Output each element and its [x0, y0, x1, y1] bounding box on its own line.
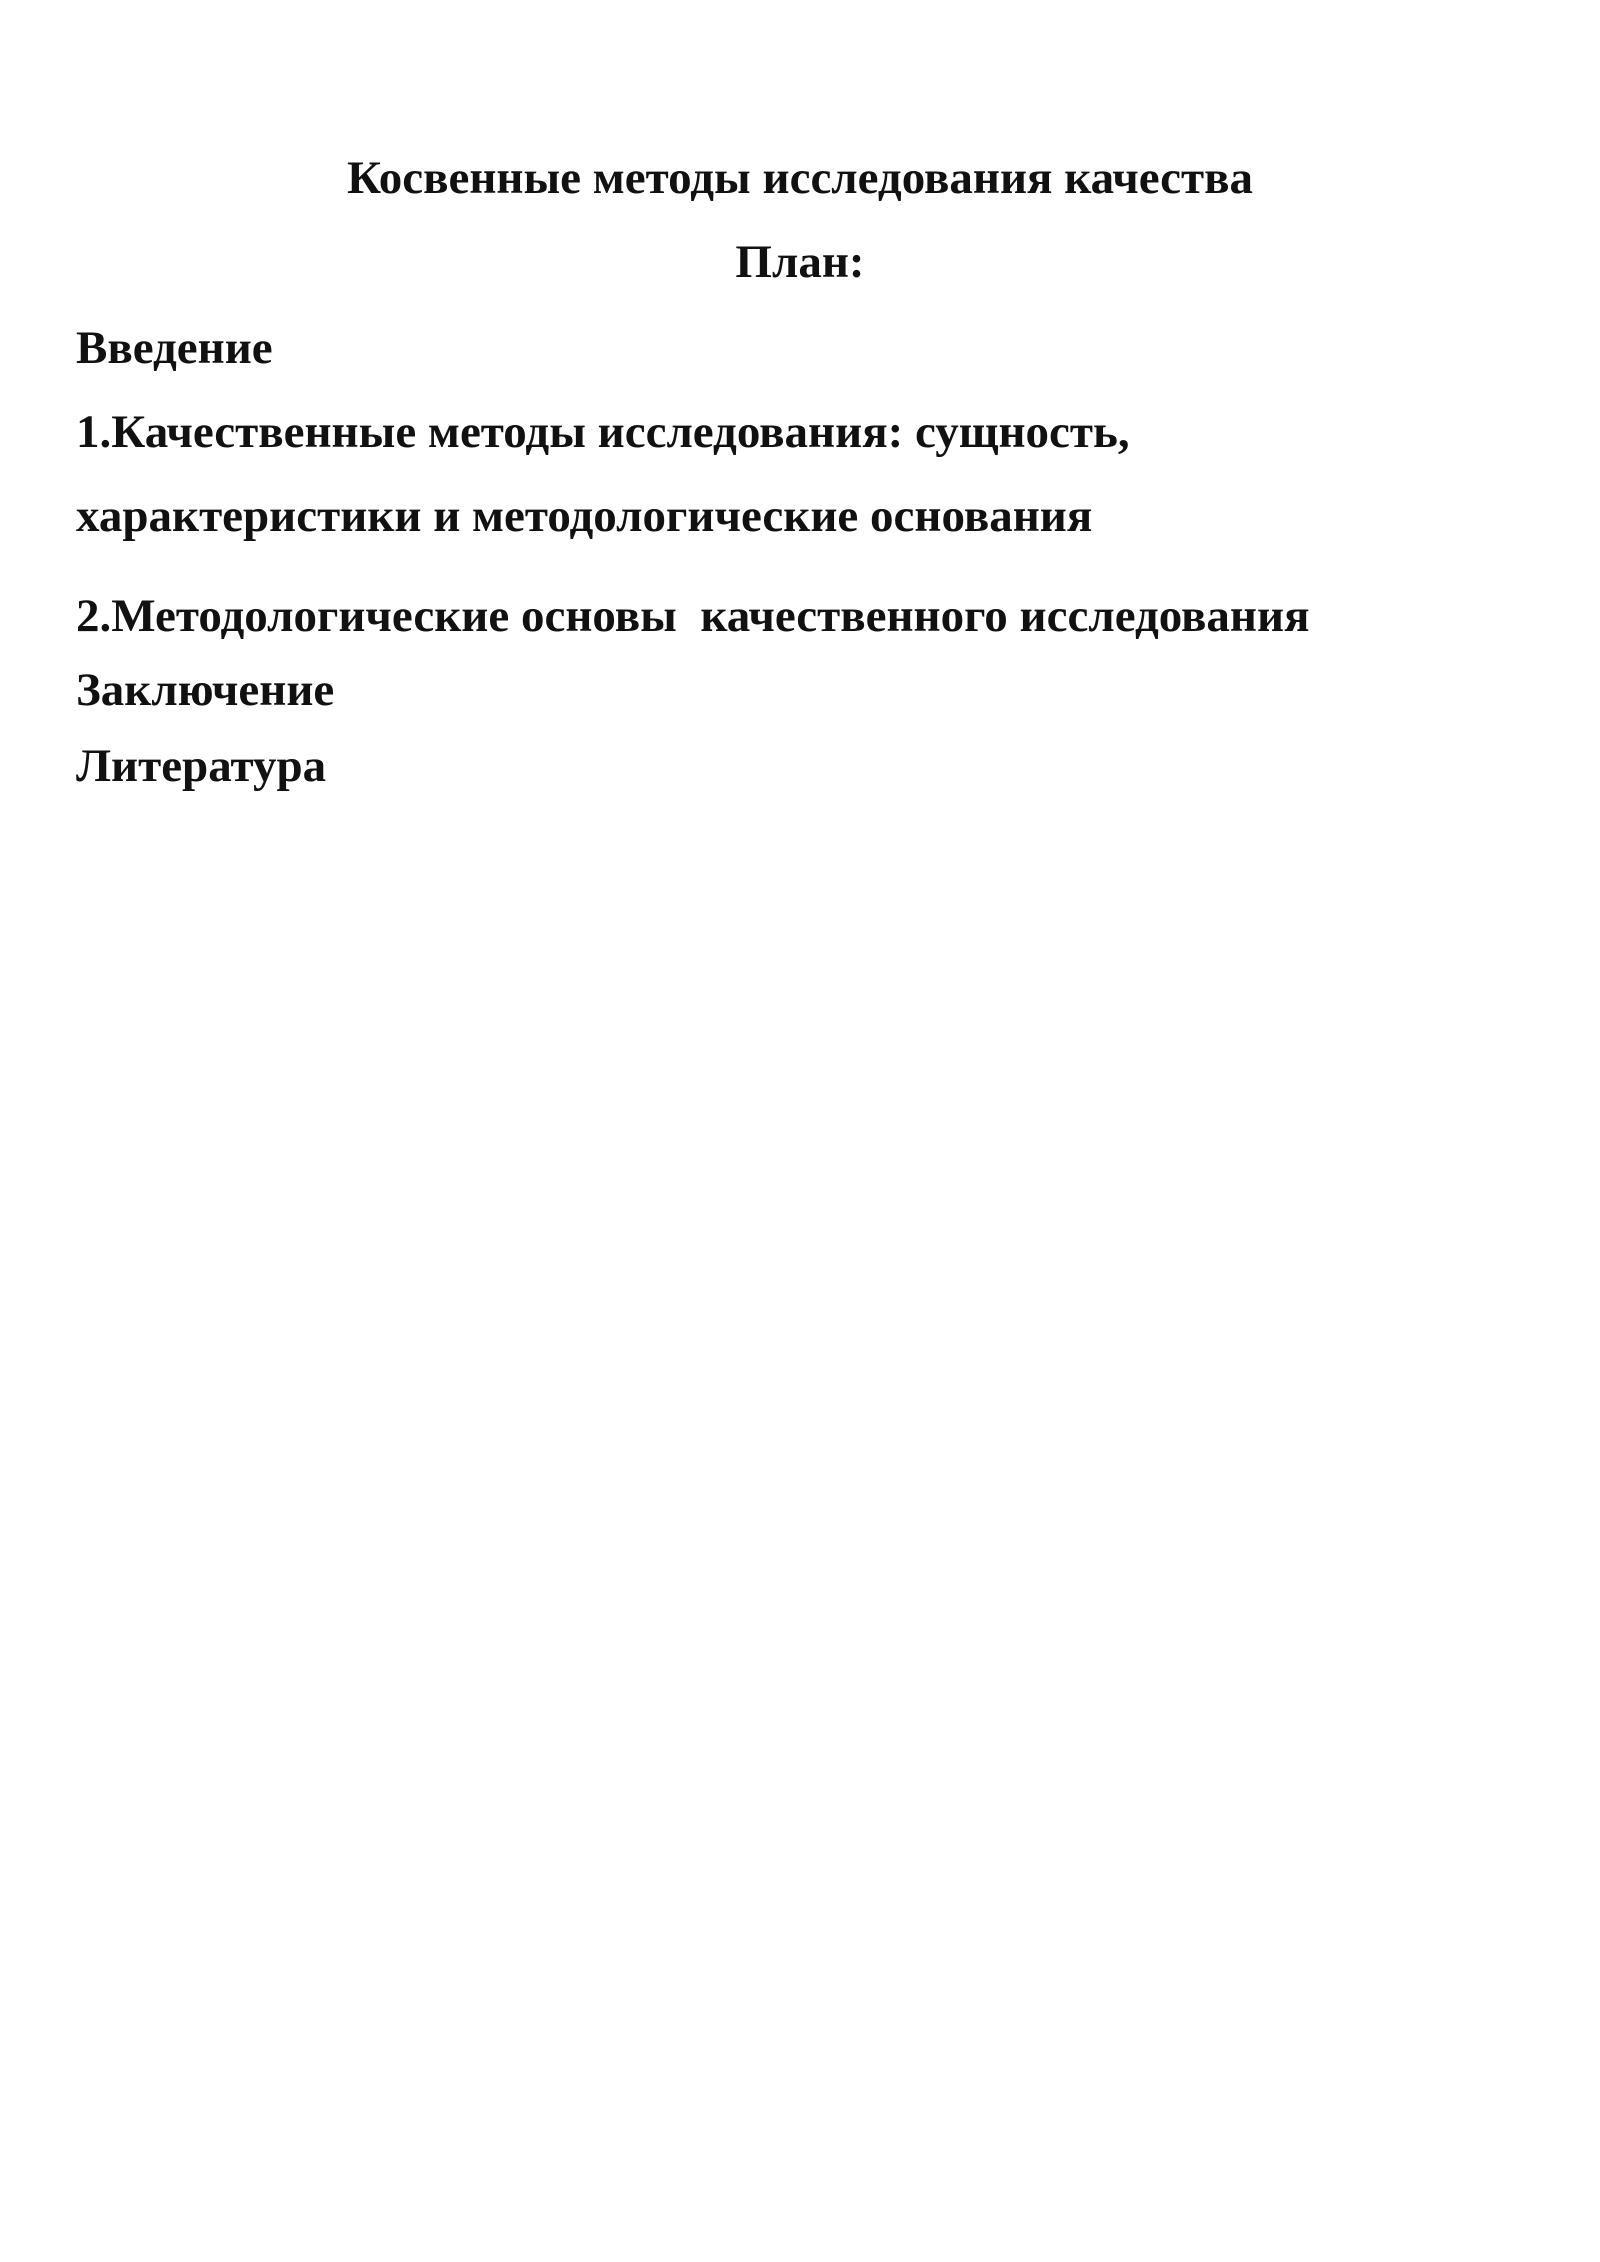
plan-item-conclusion: Заключение: [76, 664, 335, 716]
plan-item-1-line-2: характеристики и методологические основания: [76, 490, 1093, 542]
plan-item-2: 2.Методологические основы качественного исследования: [76, 590, 1310, 642]
plan-item-literature: Литература: [76, 740, 327, 792]
plan-heading: План:: [735, 236, 865, 288]
plan-item-introduction: Введение: [76, 322, 273, 374]
plan-item-1-line-1: 1.Качественные методы исследования: сущность,: [76, 406, 1130, 458]
document-title: Косвенные методы исследования качества: [346, 152, 1253, 204]
